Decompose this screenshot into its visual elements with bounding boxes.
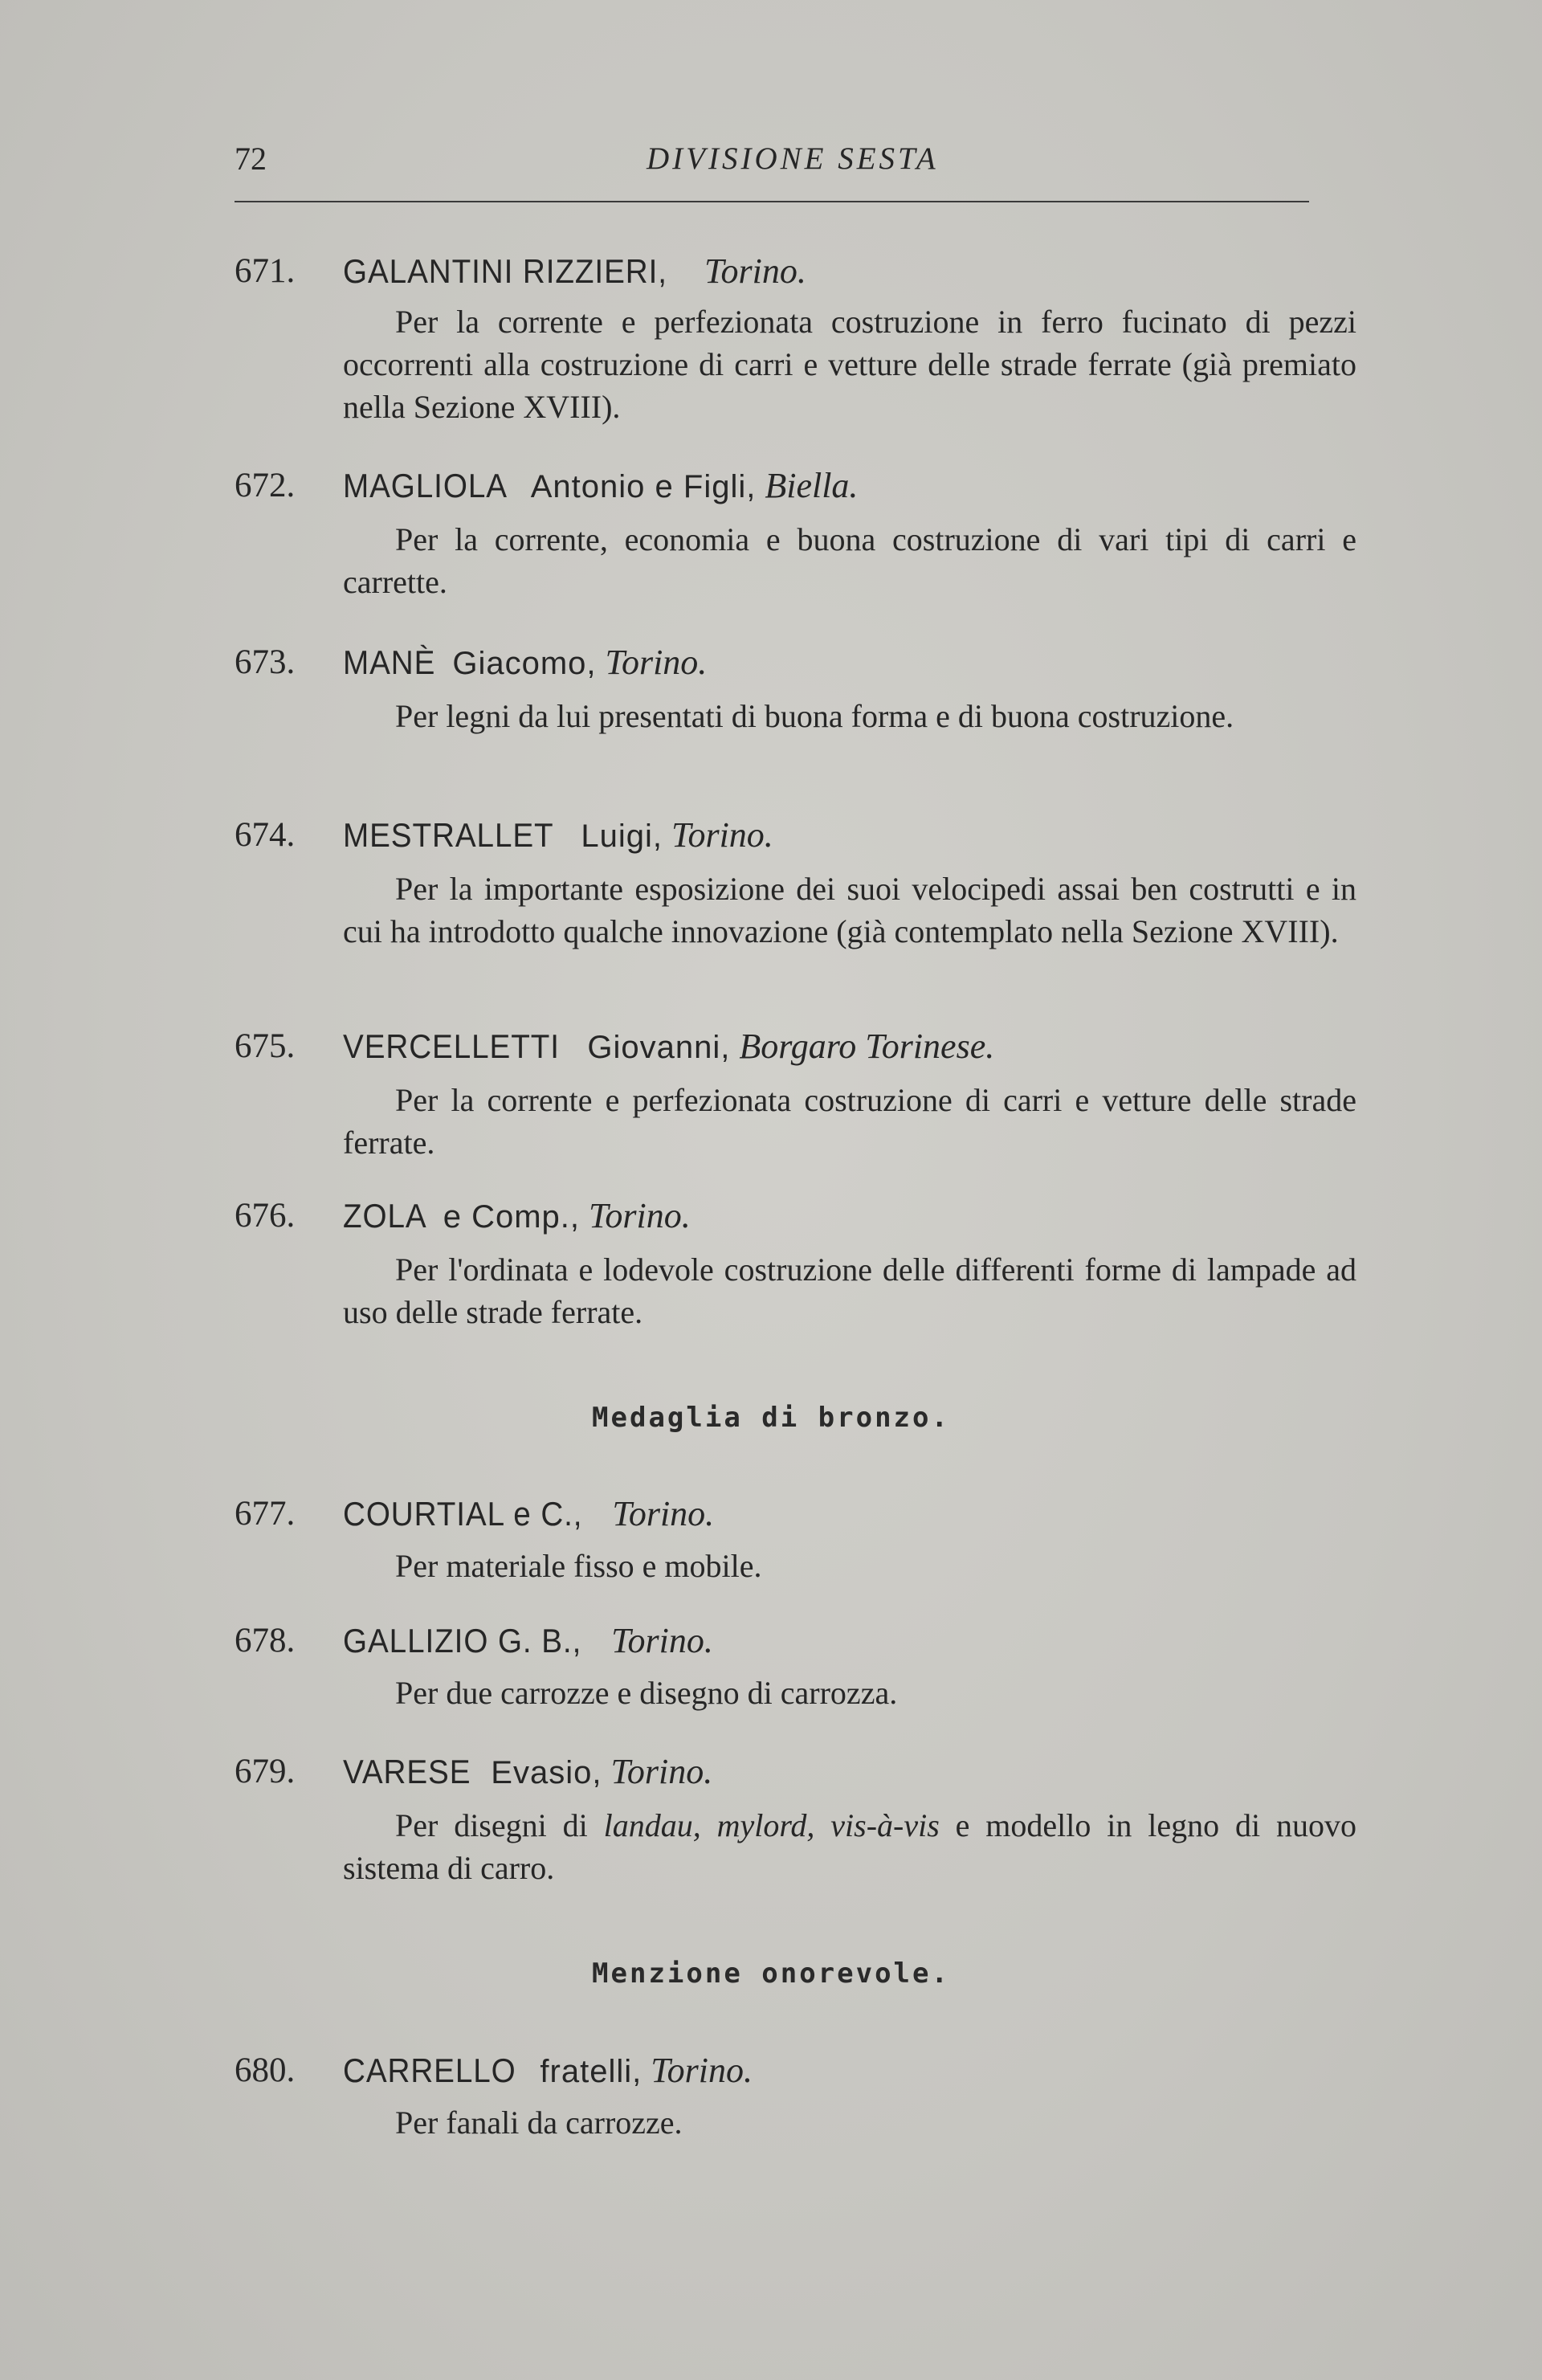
page-number: 72 [235, 141, 267, 177]
entry-description: Per materiale fisso e mobile. [395, 1548, 762, 1584]
entry-number: 673. [235, 643, 296, 681]
entry-number: 676. [235, 1197, 296, 1235]
entry-heading [235, 2047, 1359, 2095]
header-rule [235, 201, 1309, 202]
entry-name [343, 247, 806, 296]
entry-description [343, 1804, 1356, 1889]
entry-place: Torino. [605, 643, 708, 682]
entry-name [343, 639, 707, 688]
entry-description: Per la corrente e perfezionata costruzione di carri e vetture delle strade ferrate. [343, 1082, 1356, 1161]
entry-heading [235, 462, 1359, 510]
entry-place: Torino. [611, 1621, 713, 1660]
entry-surname: ZOLA [343, 1197, 427, 1235]
entry-name [343, 1748, 712, 1797]
entry-number: 675. [235, 1027, 296, 1065]
entry-676 [235, 1192, 1359, 1333]
entry-heading [235, 811, 1359, 859]
page-header [235, 135, 1309, 183]
entry-672 [235, 462, 1359, 603]
entry-number: 680. [235, 2051, 296, 2089]
running-head: DIVISIONE SESTA [647, 141, 939, 176]
entry-description: Per la corrente e perfezionata costruzione in ferro fucinato di pezzi occorrenti alla costruzione di carri e vetture delle strade ferrate (già premiato nella Sezione XVIII). [343, 304, 1356, 425]
entry-677 [235, 1490, 1359, 1587]
entry-674 [235, 811, 1359, 953]
entry-number: 674. [235, 816, 296, 854]
entry-675 [235, 1023, 1359, 1164]
entry-place: Borgaro Torinese. [739, 1027, 995, 1066]
entry-given-name: fratelli, [540, 2054, 642, 2089]
entry-description: Per la corrente, economia e buona costruzione di vari tipi di carri e carrette. [343, 521, 1356, 600]
entry-number: 678. [235, 1622, 296, 1659]
entry-name [343, 2047, 753, 2096]
entry-place: Torino. [612, 1494, 715, 1533]
entry-given-name: Luigi, [581, 819, 663, 854]
entry-surname: GALANTINI RIZZIERI, [343, 252, 667, 290]
entry-given-name: Antonio e Figli, [530, 469, 757, 504]
entry-name [343, 1192, 691, 1241]
entry-680 [235, 2047, 1359, 2144]
entry-place: Torino. [704, 251, 806, 291]
entry-name [343, 1023, 994, 1072]
entry-heading [235, 1748, 1359, 1796]
entry-heading [235, 639, 1359, 687]
entry-surname: MESTRALLET [343, 816, 554, 854]
entry-place: Torino. [651, 2051, 753, 2090]
entry-description: Per la importante esposizione dei suoi velocipedi assai ben costrutti e in cui ha introdotto qualche innovazione (già contemplato nella Sezione XVIII). [343, 871, 1356, 949]
entry-number: 677. [235, 1495, 296, 1533]
entry-description: Per l'ordinata e lodevole costruzione delle differenti forme di lampade ad uso delle strade ferrate. [343, 1251, 1356, 1330]
section-title-honorable: Menzione onorevole. [592, 1957, 950, 1990]
entry-given-name: e Comp., [443, 1199, 580, 1235]
entry-name [343, 1490, 714, 1538]
entry-place: Torino. [610, 1752, 713, 1791]
entry-given-name: Evasio, [491, 1755, 602, 1790]
entry-heading [235, 1192, 1359, 1240]
entry-surname: CARRELLO [343, 2051, 516, 2089]
description-text: e modello in legno di nuovo sistema di carro. [343, 1807, 1356, 1886]
entry-surname: MANÈ [343, 643, 436, 681]
entry-surname: VERCELLETTI [343, 1027, 560, 1065]
entry-heading [235, 1023, 1359, 1071]
entry-name [343, 811, 773, 860]
entry-heading [235, 1617, 1359, 1665]
entry-given-name: Giacomo, [452, 646, 597, 681]
entry-679 [235, 1748, 1359, 1889]
entry-given-name: Giovanni, [587, 1030, 731, 1065]
entry-surname: MAGLIOLA [343, 467, 508, 504]
entry-heading [235, 247, 1359, 296]
entry-surname: VARESE [343, 1753, 471, 1790]
entry-surname: GALLIZIO G. B., [343, 1622, 582, 1659]
description-italic-text: landau, mylord, vis-à-vis [603, 1807, 940, 1843]
entry-description: Per legni da lui presentati di buona forma e di buona costruzione. [395, 698, 1234, 734]
section-title-bronze: Medaglia di bronzo. [592, 1402, 950, 1434]
entry-number: 679. [235, 1753, 296, 1790]
entry-description: Per due carrozze e disegno di carrozza. [395, 1675, 898, 1711]
entry-name [343, 462, 858, 511]
entry-678 [235, 1617, 1359, 1714]
entry-place: Torino. [671, 815, 773, 855]
entry-heading [235, 1490, 1359, 1538]
entry-number: 671. [235, 252, 296, 290]
description-text: Per disegni di [395, 1807, 604, 1843]
entry-place: Biella. [765, 466, 859, 505]
entry-place: Torino. [589, 1196, 691, 1235]
entry-673 [235, 639, 1359, 737]
entry-671 [235, 247, 1359, 428]
entry-surname: COURTIAL e C., [343, 1495, 583, 1533]
entry-description: Per fanali da carrozze. [395, 2104, 683, 2141]
entry-name [343, 1617, 713, 1665]
entry-number: 672. [235, 467, 296, 504]
